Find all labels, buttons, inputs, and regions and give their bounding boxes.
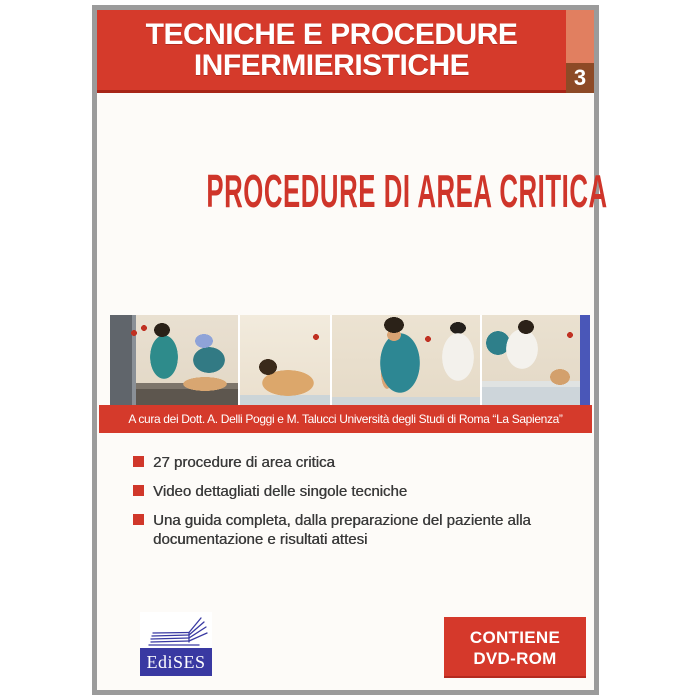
series-title-line2: INFERMIERISTICHE (193, 49, 470, 82)
series-header (97, 10, 594, 93)
feature-item (133, 453, 573, 472)
series-title (97, 19, 566, 81)
square-bullet-icon (133, 514, 144, 525)
publisher-logo (140, 612, 212, 676)
volume-number-badge: 3 (566, 63, 594, 93)
volume-strip (566, 10, 594, 93)
dvd-badge-line1: CONTIENE (469, 627, 561, 647)
feature-text: Una guida completa, dalla preparazione del paziente alla documentazione e risultati attesi (153, 512, 531, 548)
photo-panel-bedside-care (482, 315, 590, 405)
feature-text: 27 procedure di area critica (153, 454, 335, 471)
square-bullet-icon (133, 485, 144, 496)
photo-panel-doctor (332, 315, 480, 405)
editors-caption-bar: A cura dei Dott. A. Delli Poggi e M. Talucci Università degli Studi di Roma “La Sapienza” (99, 405, 592, 433)
publisher-name: EdiSES (140, 648, 212, 676)
series-title-line1: TECNICHE E PROCEDURE (145, 18, 518, 51)
cover-title: PROCEDURE DI AREA CRITICA (206, 165, 608, 217)
feature-item (133, 511, 573, 549)
photo-panel-patient (240, 315, 330, 405)
feature-item (133, 482, 573, 501)
feature-list (133, 453, 573, 559)
square-bullet-icon (133, 456, 144, 467)
book-cover (92, 5, 608, 695)
photo-panel-icu-nurses (110, 315, 238, 405)
dvd-rom-badge (444, 617, 586, 678)
feature-text: Video dettagliati delle singole tecniche (153, 483, 408, 500)
photo-strip (110, 315, 590, 405)
book-fanned-pages-icon (140, 612, 212, 648)
dvd-badge-line2: DVD-ROM (473, 648, 557, 668)
